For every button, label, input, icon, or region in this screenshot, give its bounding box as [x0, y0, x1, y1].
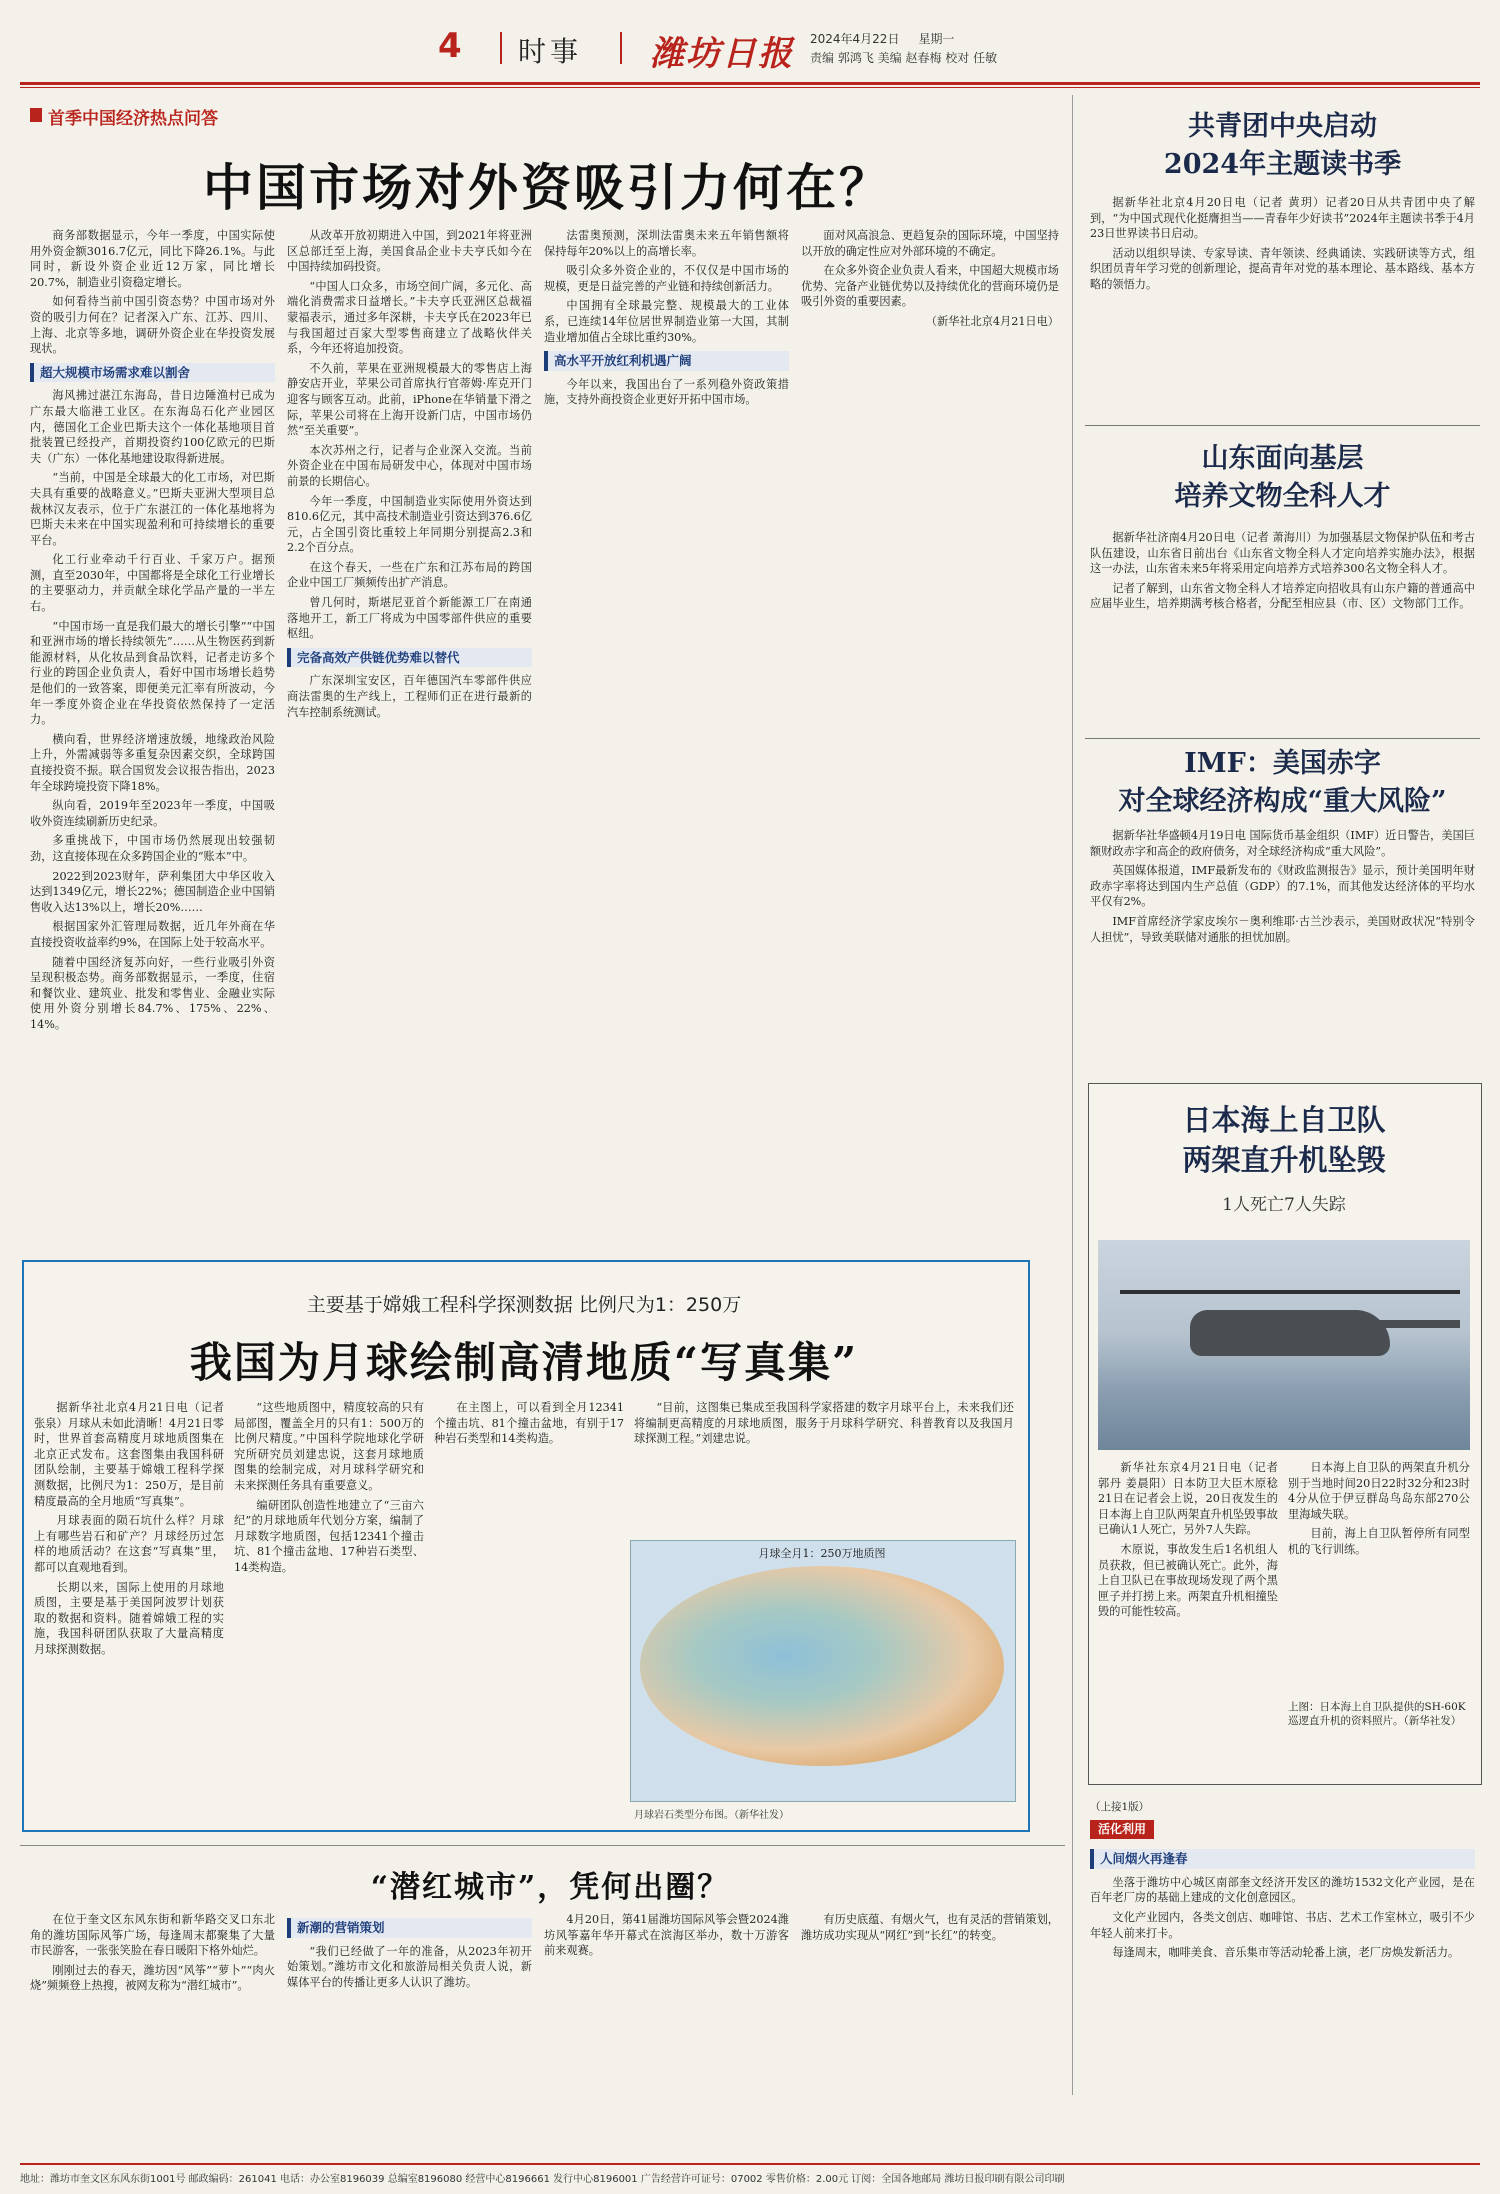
article-paragraph: 据新华社北京4月21日电（记者 张泉）月球从未如此清晰！4月21日零时，世界首套高精度月球地质图集在北京正式发布。这套图集由我国科研团队绘制，主要基于嫦娥工程科学探测数据，比例尺为1：250万，是目前精度最高的全月地质“写真集”。	[34, 1401, 224, 1508]
issue-date: 2024年4月22日	[810, 32, 900, 46]
bottom-column-2	[287, 1912, 532, 2157]
article-paragraph: 目前，海上自卫队暂停所有同型机的飞行训练。	[1288, 1527, 1470, 1556]
imf-headline	[1085, 745, 1480, 821]
headline-line: 对全球经济构成“重大风险”	[1118, 786, 1447, 817]
article-paragraph: “目前，这图集已集成至我国科学家搭建的数字月球平台上，未来我们还将编制更高精度的月球地质图，服务于月球科学研究、科普教育以及我国月球探测工程。”刘建忠说。	[634, 1401, 1014, 1446]
helicopter-fuselage	[1190, 1310, 1390, 1356]
article-paragraph: 据新华社北京4月20日电（记者 黄玥）记者20日从共青团中央了解到，“为中国式现代化挺膺担当——青春年少好读书”2024年主题读书季于4月23日世界读书日启动。	[1090, 196, 1475, 241]
section-label: 活化利用	[1090, 1820, 1154, 1840]
heritage-subhead: 人间烟火再逢春	[1090, 1849, 1475, 1869]
lead-dateline: （新华社北京4月21日电）	[925, 314, 1059, 328]
paper-logo: 潍坊日报	[650, 34, 794, 74]
lead-paragraph: 今年一季度，中国制造业实际使用外资达到810.6亿元，其中高技术制造业引资达到376.6亿元，占全国引资比重较上年同期分别提高2.3和2.2个百分点。	[287, 494, 532, 555]
article-paragraph: 有历史底蕴、有烟火气，也有灵活的营销策划，潍坊成功实现从“网红”到“长红”的转变。	[801, 1913, 1059, 1942]
bottom-subhead: 新潮的营销策划	[287, 1918, 532, 1938]
lead-paragraph: 在众多外资企业负责人看来，中国超大规模市场优势、完备产业链优势以及持续优化的营商环境仍是吸引外资的重要因素。	[801, 264, 1059, 309]
lead-paragraph: “当前，中国是全球最大的化工市场，对巴斯夫具有重要的战略意义。”巴斯夫亚洲大型项目总裁林汉友表示，位于广东湛江的一体化基地将为巴斯夫未来在中国实现盈利和可持续增长的重要平台。	[30, 471, 275, 547]
helicopter-tail	[1380, 1320, 1460, 1328]
lead-column-2	[287, 228, 532, 1248]
lead-paragraph: 吸引众多外资企业的，不仅仅是中国市场的规模，更是日益完善的产业链和持续创新活力。	[544, 264, 789, 293]
bottom-column-3	[544, 1912, 789, 2157]
helicopter-body-1	[1098, 1460, 1278, 1710]
article-paragraph: 记者了解到，山东省文物全科人才培养定向招收具有山东户籍的普通高中应届毕业生，培养期满考核合格者，分配至相应县（市、区）文物部门工作。	[1090, 581, 1475, 611]
imf-body	[1090, 828, 1475, 1068]
lead-paragraph: 2022到2023财年，萨利集团大中华区收入达到1349亿元，增长22%；德国制造企业中国销售收入达13%以上，增长20%……	[30, 869, 275, 914]
header-rule	[20, 87, 1480, 88]
lead-paragraph: 在这个春天，一些在广东和江苏布局的跨国企业中国工厂频频传出扩产消息。	[287, 560, 532, 590]
lead-paragraph: “中国人口众多，市场空间广阔，多元化、高端化消费需求日益增长。”卡夫亨氏亚洲区总裁福蒙福表示，通过多年深耕，卡夫亨氏在2023年已与我国超过百家大型零售商建立了战略伙伴关系，今年还将追加投资。	[287, 279, 532, 356]
lead-paragraph: 化工行业牵动千行百业、千家万户。据预测，直至2030年，中国都将是全球化工行业增长的主要驱动力，并贡献全球化学品产量的一半左右。	[30, 553, 275, 614]
lead-column-4	[801, 228, 1059, 1248]
page-footer: 地址：潍坊市奎文区东风东街1001号 邮政编码：261041 电话：办公室8196039 总编室8196080 经营中心8196661 发行中心8196001 广告经营许可证号：07002 零售价格：2.00元 订阅：全国各地邮局 潍坊日报印刷有限公司印刷	[20, 2163, 1480, 2194]
issue-weekday: 星期一	[918, 32, 955, 46]
article-paragraph: 新华社东京4月21日电（记者 郭丹 姜晨阳）日本防卫大臣木原稔21日在记者会上说，20日夜发生的日本海上自卫队两架直升机坠毁事故已确认1人死亡，另外7人失踪。	[1098, 1461, 1278, 1537]
lead-paragraph: 曾几何时，斯堪尼亚首个新能源工厂在南通落地开工，新工厂将成为中国零部件供应的重要枢纽。	[287, 596, 532, 641]
lead-paragraph: 从改革开放初期进入中国，到2021年将亚洲区总部迁至上海，美国食品企业卡夫亨氏如今在中国持续加码投资。	[287, 229, 532, 274]
article-paragraph: 据新华社济南4月20日电（记者 萧海川）为加强基层文物保护队伍和考古队伍建设，山东省日前出台《山东省文物全科人才定向培养实施办法》，根据这一办法，山东省未来5年将采用定向培养方式培养300名文物全科人才。	[1090, 531, 1475, 576]
moon-column-3	[434, 1400, 624, 1535]
headline-line: 培养文物全科人才	[1174, 481, 1391, 512]
lead-paragraph: 今年以来，我国出台了一系列稳外资政策措施，支持外商投资企业更好开拓中国市场。	[544, 377, 789, 407]
header-divider	[620, 32, 622, 64]
shandong-relics-body	[1090, 530, 1475, 730]
lead-paragraph: 本次苏州之行，记者与企业深入交流。当前外资企业在中国布局研发中心，体现对中国市场前景的长期信心。	[287, 443, 532, 488]
lead-column-1	[30, 228, 275, 1248]
lead-paragraph: 不久前，苹果在亚洲规模最大的零售店上海静安店开业，苹果公司首席执行官蒂姆·库克开门迎客与顾客互动。此前，iPhone在华销量下滑之际，苹果公司将在上海开设新门店，中国市场仍然“至关重要”。	[287, 361, 532, 438]
helicopter-caption: 上图：日本海上自卫队提供的SH-60K巡逻直升机的资料照片。（新华社发）	[1288, 1701, 1466, 1727]
moon-map-title: 月球全月1：250万地质图	[758, 1547, 886, 1560]
lead-subhead: 超大规模市场需求难以割舍	[30, 363, 275, 383]
lead-paragraph: 纵向看，2019年至2023年一季度，中国吸收外资连续刷新历史纪录。	[30, 799, 275, 828]
article-paragraph: 木原说，事故发生后1名机组人员获救，但已被确认死亡。此外，海上自卫队已在事故现场发现了两个黑匣子并打捞上来。两架直升机相撞坠毁的可能性较高。	[1098, 1542, 1278, 1619]
lead-subhead: 高水平开放红利机遇广阔	[544, 351, 789, 371]
helicopter-headline	[1090, 1100, 1478, 1180]
article-paragraph: 月球表面的陨石坑什么样？月球上有哪些岩石和矿产？月球经历过怎样的地质活动？在这套“写真集”里，都可以直观地看到。	[34, 1514, 224, 1574]
article-paragraph: 英国媒体报道，IMF最新发布的《财政监测报告》显示，预计美国明年财政赤字率将达到国内生产总值（GDP）的7.1%，而其他发达经济体的平均水平仅有2%。	[1090, 864, 1475, 909]
bottom-column-1	[30, 1912, 275, 2157]
lead-paragraph: 随着中国经济复苏向好，一些行业吸引外资呈现积极态势。商务部数据显示，一季度，住宿和餐饮业、建筑业、批发和零售业、金融业实际使用外资分别增长84.7%、175%、22%、14%。	[30, 955, 275, 1031]
lead-kicker: 首季中国经济热点问答	[48, 109, 218, 129]
article-paragraph: 日本海上自卫队的两架直升机分别于当地时间20日22时32分和23时4分从位于伊豆群岛鸟岛东部270公里海域失联。	[1288, 1461, 1470, 1521]
moon-headline: 我国为月球绘制高清地质“写真集”	[189, 1338, 859, 1387]
article-paragraph: IMF首席经济学家皮埃尔－奥利维耶·古兰沙表示，美国财政状况“特别令人担忧”，导致美联储对通胀的担忧加剧。	[1090, 914, 1475, 944]
article-paragraph: 在主图上，可以看到全月12341个撞击坑、81个撞击盆地，有别于17种岩石类型和14类构造。	[434, 1401, 624, 1446]
article-paragraph: 4月20日，第41届潍坊国际风筝会暨2024潍坊风筝嘉年华开幕式在滨海区举办，数十万游客前来观赛。	[544, 1913, 789, 1958]
article-paragraph: 刚刚过去的春天，潍坊因“风筝”“萝卜”“肉火烧”频频登上热搜，被网友称为“潜红城市”。	[30, 1963, 275, 1993]
lead-paragraph: 中国拥有全球最完整、规模最大的工业体系，已连续14年位居世界制造业第一大国，其制造业增加值占全球比重约30%。	[544, 299, 789, 344]
header-meta	[810, 30, 997, 68]
article-paragraph: 每逢周末，咖啡美食、音乐集市等活动轮番上演，老厂房焕发新活力。	[1112, 1946, 1460, 1960]
article-paragraph: 长期以来，国际上使用的月球地质图，主要是基于美国阿波罗计划获取的数据和资料。随着嫦娥工程的实施，我国科研团队获取了大量高精度月球探测数据。	[34, 1580, 224, 1656]
lead-paragraph: “中国市场一直是我们最大的增长引擎”“中国和亚洲市场的增长持续领先”……从生物医药到新能源材料，从化妆品到食品饮料，记者走访多个行业的跨国企业负责人，看好中国市场增长趋势是他们的一致答案，即便美元汇率有所波动，今年一季度外资企业在华投资依然保持了一定活力。	[30, 619, 275, 727]
kicker-marker	[30, 108, 42, 122]
headline-line: 2024年主题读书季	[1163, 149, 1402, 180]
moon-column-2	[234, 1400, 424, 1818]
lead-paragraph: 横向看，世界经济增速放缓，地缘政治风险上升，外需减弱等多重复杂因素交织，全球跨国直接投资不振。联合国贸发会议报告指出，2023年全球跨境投资下降18%。	[30, 732, 275, 793]
headline-line: 两架直升机坠毁	[1182, 1143, 1386, 1177]
article-paragraph: 坐落于潍坊中心城区南部奎文经济开发区的潍坊1532文化产业园，是在百年老厂房的基础上建成的文化创意园区。	[1090, 1875, 1475, 1905]
youth-reading-body	[1090, 195, 1475, 415]
header-divider	[500, 32, 502, 64]
page-number: 4	[438, 26, 462, 66]
lead-paragraph: 多重挑战下，中国市场仍然展现出较强韧劲，这直接体现在众多跨国企业的“账本”中。	[30, 834, 275, 863]
article-separator	[1085, 738, 1480, 739]
article-paragraph: “这些地质图中，精度较高的只有局部图，覆盖全月的只有1：500万的比例尺精度。”中国科学院地球化学研究所研究员刘建忠说，这套月球地质图集的绘制完成，对月球科学研究和未来探测任务具有重要意义。	[234, 1401, 424, 1492]
moon-map-caption: 月球岩石类型分布图。（新华社发）	[634, 1810, 789, 1821]
heritage-continued	[1090, 1800, 1475, 2155]
bottom-headline: “潜红城市”，凭何出圈？	[370, 1870, 730, 1905]
lead-paragraph: 商务部数据显示，今年一季度，中国实际使用外资金额3016.7亿元，同比下降26.1%。与此同时，新设外资企业近12万家，同比增长20.7%，制造业引资稳定增长。	[30, 229, 275, 289]
lead-paragraph: 根据国家外汇管理局数据，近几年外商在华直接投资收益率约9%，在国际上处于较高水平。	[30, 920, 275, 949]
headline-line: 日本海上自卫队	[1182, 1103, 1386, 1137]
bottom-rule	[20, 1845, 1065, 1846]
shandong-relics-headline	[1085, 440, 1480, 516]
lead-headline: 中国市场对外资吸引力何在？	[203, 158, 892, 217]
lead-paragraph: 面对风高浪急、更趋复杂的国际环境，中国坚持以开放的确定性应对外部环境的不确定。	[801, 229, 1059, 258]
headline-line: 共青团中央启动	[1188, 111, 1377, 142]
lead-paragraph: 如何看待当前中国引资态势？中国市场对外资的吸引力何在？记者深入广东、江苏、四川、上海、北京等多地，调研外资企业在华投资发展现状。	[30, 295, 275, 356]
article-paragraph: 在位于奎文区东风东街和新华路交叉口东北角的潍坊国际风筝广场，每逢周末都聚集了大量市民游客，一张张笑脸在春日暖阳下格外灿烂。	[30, 1913, 275, 1958]
header-rule	[20, 82, 1480, 85]
youth-reading-headline	[1085, 108, 1480, 184]
moon-subtitle: 主要基于嫦娥工程科学探测数据 比例尺为1：250万	[306, 1294, 742, 1316]
continued-tag: （上接1版）	[1090, 1801, 1150, 1813]
moon-map-projection	[640, 1566, 1004, 1766]
article-separator	[1085, 425, 1480, 426]
article-paragraph: 据新华社华盛顿4月19日电 国际货币基金组织（IMF）近日警告，美国巨额财政赤字和高企的政府债务，对全球经济构成“重大风险”。	[1090, 829, 1475, 858]
helicopter-subtitle: 1人死亡7人失踪	[1222, 1195, 1346, 1215]
article-paragraph: “我们已经做了一年的准备，从2023年初开始策划。”潍坊市文化和旅游局相关负责人说，新媒体平台的传播让更多人认识了潍坊。	[287, 1944, 532, 1989]
helicopter-rotor	[1120, 1290, 1460, 1294]
lead-column-3	[544, 228, 789, 1248]
lead-paragraph: 海风拂过湛江东海岛，昔日边陲渔村已成为广东最大临港工业区。在东海岛石化产业园区内，德国化工企业巴斯夫这个一体化基地项目首批装置已经投产，首期投资约100亿欧元的巴斯夫（广东）一体化基地建设取得新进展。	[30, 389, 275, 465]
moon-column-1	[34, 1400, 224, 1818]
article-paragraph: 编研团队创造性地建立了“三亩六纪”的月球地质年代划分方案，编制了月球数字地质图，包括12341个撞击坑、81个撞击盆地、17种岩石类型、14类构造。	[234, 1498, 424, 1574]
article-paragraph: 活动以组织导读、专家导读、青年领读、经典诵读、实践研读等方式，组织团员青年学习党的创新理论，提高青年对党的基本理论、基本路线、基本方略的领悟力。	[1090, 246, 1475, 291]
right-column-rule	[1072, 95, 1073, 2095]
lead-paragraph: 广东深圳宝安区，百年德国汽车零部件供应商法雷奥的生产线上，工程师们正在进行最新的汽车控制系统测试。	[287, 674, 532, 719]
lead-subhead: 完备高效产供链优势难以替代	[287, 648, 532, 668]
lead-paragraph: 法雷奥预测，深圳法雷奥未来五年销售额将保持每年20%以上的高增长率。	[544, 229, 789, 258]
helicopter-body-2	[1288, 1460, 1470, 1690]
bottom-column-4	[801, 1912, 1059, 2157]
headline-line: 山东面向基层	[1201, 443, 1364, 474]
editor-credits: 责编 郭鸿飞 美编 赵春梅 校对 任敏	[810, 51, 998, 65]
section-name: 时事	[518, 35, 583, 68]
moon-column-4	[634, 1400, 1014, 1535]
headline-line: IMF：美国赤字	[1184, 748, 1381, 779]
article-paragraph: 文化产业园内，各类文创店、咖啡馆、书店、艺术工作室林立，吸引不少年轻人前来打卡。	[1090, 1910, 1475, 1940]
